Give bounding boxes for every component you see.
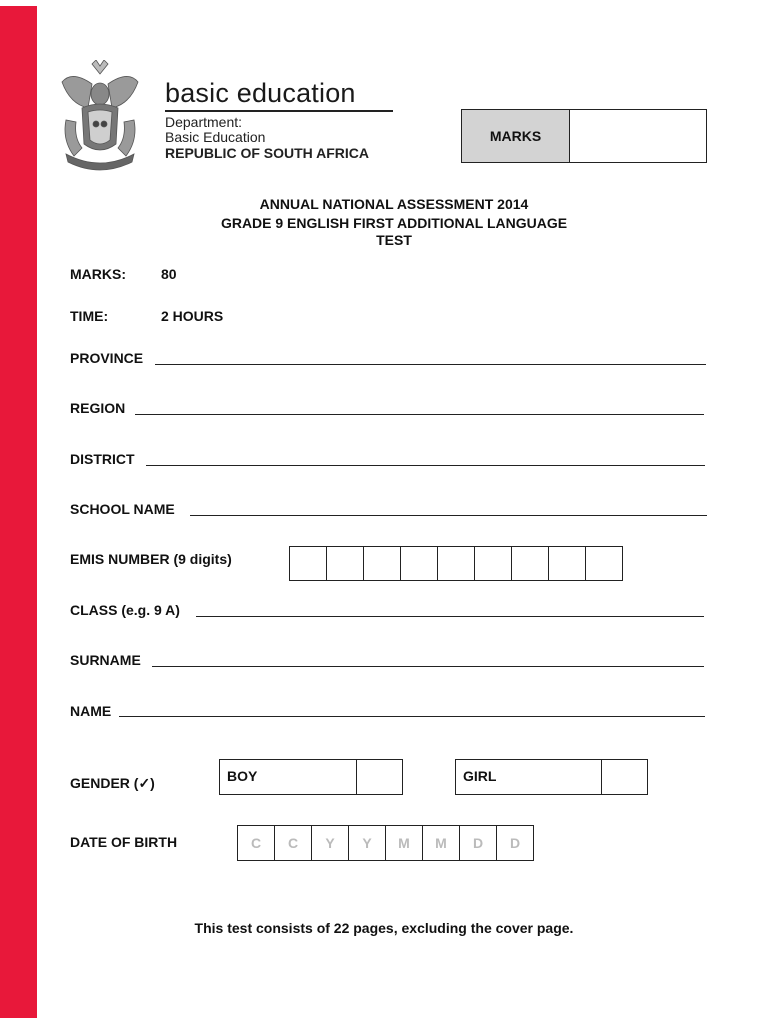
department-line-1: Department: — [165, 114, 243, 130]
department-line-2: Basic Education — [165, 129, 266, 145]
footer-note: This test consists of 22 pages, excluding the cover page. — [194, 920, 574, 936]
gender-girl-option — [455, 759, 648, 795]
title-line-2: GRADE 9 ENGLISH FIRST ADDITIONAL LANGUAGE — [220, 215, 568, 231]
brand-divider — [165, 110, 393, 112]
marks-value: 80 — [161, 266, 177, 282]
gender-girl-label: GIRL — [456, 760, 602, 794]
emis-digit-box[interactable] — [438, 547, 475, 580]
time-label: TIME: — [70, 308, 109, 324]
title-line-3: TEST — [376, 232, 412, 248]
dob-digit-box[interactable]: Y — [349, 826, 386, 860]
dob-digit-box[interactable]: M — [423, 826, 460, 860]
marks-box-value[interactable] — [570, 110, 706, 162]
gender-boy-option — [219, 759, 403, 795]
emis-digit-box[interactable] — [475, 547, 512, 580]
emis-digit-box[interactable] — [512, 547, 549, 580]
title-line-1: ANNUAL NATIONAL ASSESSMENT 2014 — [259, 196, 529, 212]
emis-digit-box[interactable] — [364, 547, 401, 580]
emis-digit-box[interactable] — [401, 547, 438, 580]
dob-digit-box[interactable]: C — [275, 826, 312, 860]
emis-digit-box[interactable] — [549, 547, 586, 580]
surname-field[interactable] — [152, 666, 704, 667]
date-of-birth-boxes — [237, 825, 534, 861]
gender-boy-label: BOY — [220, 760, 357, 794]
department-name — [165, 115, 265, 145]
gender-girl-checkbox[interactable] — [602, 760, 647, 794]
district-label: DISTRICT — [70, 451, 135, 467]
gender-boy-checkbox[interactable] — [357, 760, 402, 794]
brand-title: basic education — [165, 78, 356, 108]
date-of-birth-label: DATE OF BIRTH — [70, 834, 178, 850]
gender-label: GENDER (✓) — [70, 775, 155, 791]
province-field[interactable] — [155, 364, 706, 365]
red-side-bar — [0, 6, 37, 1018]
dob-digit-box[interactable]: D — [460, 826, 497, 860]
marks-box — [461, 109, 707, 163]
dob-digit-box[interactable]: Y — [312, 826, 349, 860]
region-field[interactable] — [135, 414, 704, 415]
class-field[interactable] — [196, 616, 704, 617]
time-value: 2 HOURS — [161, 308, 224, 324]
region-label: REGION — [70, 400, 126, 416]
dob-digit-box[interactable]: M — [386, 826, 423, 860]
emis-number-boxes — [289, 546, 623, 581]
surname-label: SURNAME — [70, 652, 141, 668]
dob-digit-box[interactable]: C — [238, 826, 275, 860]
name-label: NAME — [70, 703, 112, 719]
emis-number-label: EMIS NUMBER (9 digits) — [70, 551, 232, 567]
emis-digit-box[interactable] — [586, 547, 622, 580]
school-name-field[interactable] — [190, 515, 707, 516]
class-label: CLASS (e.g. 9 A) — [70, 602, 180, 618]
marks-box-label: MARKS — [462, 110, 570, 162]
emis-digit-box[interactable] — [327, 547, 364, 580]
district-field[interactable] — [146, 465, 705, 466]
school-name-label: SCHOOL NAME — [70, 501, 175, 517]
coat-of-arms-logo — [52, 60, 148, 172]
province-label: PROVINCE — [70, 350, 144, 366]
dob-digit-box[interactable]: D — [509, 835, 521, 851]
emis-digit-box[interactable] — [290, 547, 327, 580]
country-name: REPUBLIC OF SOUTH AFRICA — [165, 145, 370, 161]
marks-label: MARKS: — [70, 266, 126, 282]
name-field[interactable] — [119, 716, 705, 717]
